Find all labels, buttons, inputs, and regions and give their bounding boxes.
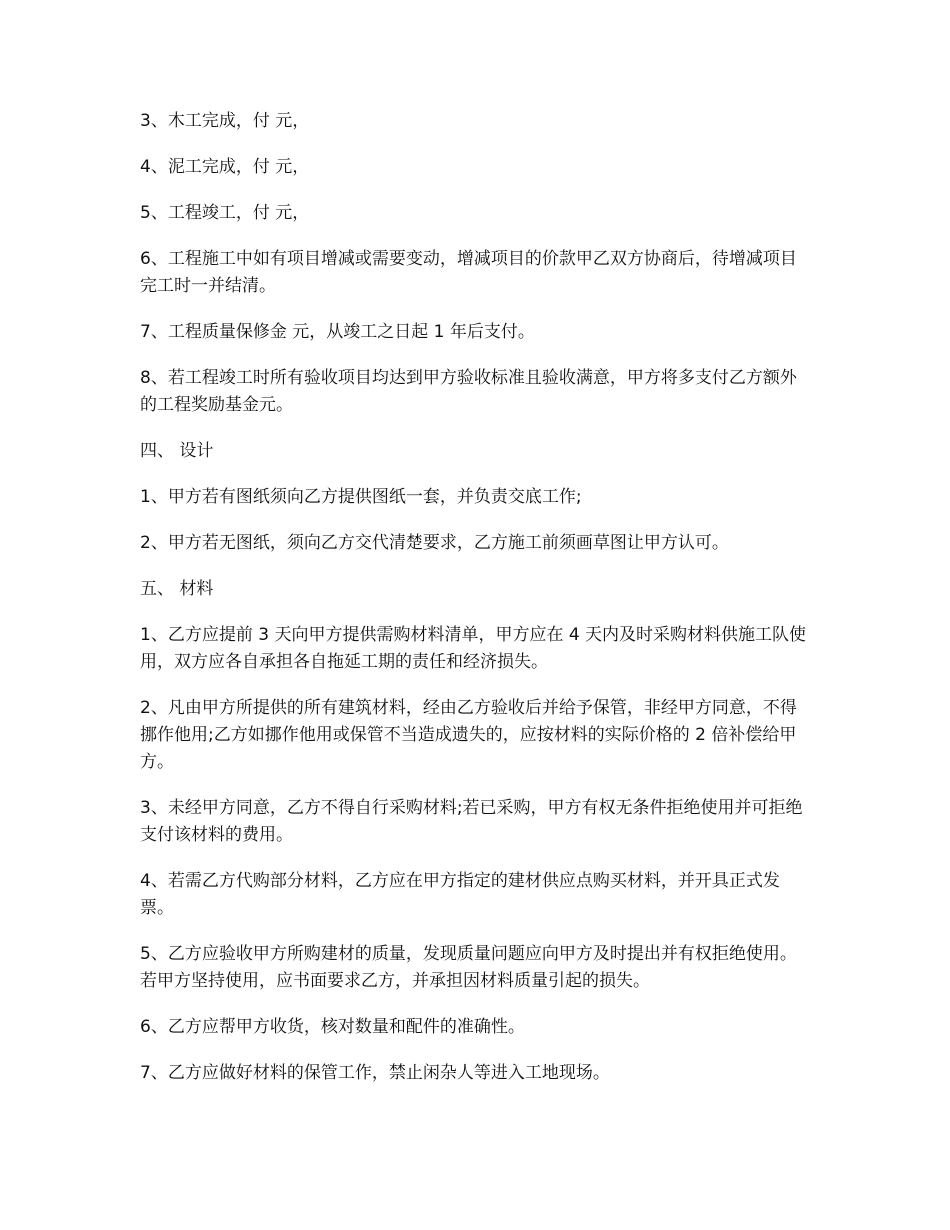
clause-8-reward-fund: 8、若工程竣工时所有验收项目均达到甲方验收标准且验收满意，甲方将多支付乙方额外的工程奖励基金元。 bbox=[140, 368, 797, 415]
clause-4-masonry-payment: 4、泥工完成，付 元， bbox=[140, 157, 310, 177]
clause-7-warranty-deposit: 7、工程质量保修金 元，从竣工之日起 1 年后支付。 bbox=[140, 322, 535, 342]
section-heading-materials: 五、 材料 bbox=[140, 579, 214, 599]
materials-clause-6: 6、乙方应帮甲方收货，核对数量和配件的准确性。 bbox=[140, 1017, 525, 1037]
materials-clause-2: 2、凡由甲方所提供的所有建筑材料，经由乙方验收后并给予保管，非经甲方同意，不得挪作他用;乙方如挪作他用或保管不当造成遗失的，应按材料的实际价格的 2 倍补偿给甲方。 bbox=[140, 698, 797, 772]
clause-3-carpentry-payment: 3、木工完成，付 元， bbox=[140, 111, 310, 131]
section-heading-design: 四、 设计 bbox=[140, 441, 214, 461]
design-clause-1: 1、甲方若有图纸须向乙方提供图纸一套，并负责交底工作; bbox=[140, 487, 582, 507]
materials-clause-7: 7、乙方应做好材料的保管工作，禁止闲杂人等进入工地现场。 bbox=[140, 1063, 610, 1083]
clause-6-variation-settlement: 6、工程施工中如有项目增减或需要变动，增减项目的价款甲乙双方协商后，待增减项目完工时一并结清。 bbox=[140, 249, 797, 296]
materials-clause-4: 4、若需乙方代购部分材料，乙方应在甲方指定的建材供应点购买材料，并开具正式发票。 bbox=[140, 871, 780, 918]
clause-5-completion-payment: 5、工程竣工，付 元， bbox=[140, 203, 310, 223]
materials-clause-1: 1、乙方应提前 3 天向甲方提供需购材料清单，甲方应在 4 天内及时采购材料供施工队使用，双方应各自承担各自拖延工期的责任和经济损失。 bbox=[140, 625, 807, 672]
design-clause-2: 2、甲方若无图纸，须向乙方交代清楚要求，乙方施工前须画草图让甲方认可。 bbox=[140, 533, 729, 553]
materials-clause-5: 5、乙方应验收甲方所购建材的质量，发现质量问题应向甲方及时提出并有权拒绝使用。若甲方坚持使用，应书面要求乙方，并承担因材料质量引起的损失。 bbox=[140, 944, 797, 991]
materials-clause-3: 3、未经甲方同意，乙方不得自行采购材料;若已采购，甲方有权无条件拒绝使用并可拒绝支付该材料的费用。 bbox=[140, 798, 803, 845]
document-body bbox=[140, 108, 812, 1106]
